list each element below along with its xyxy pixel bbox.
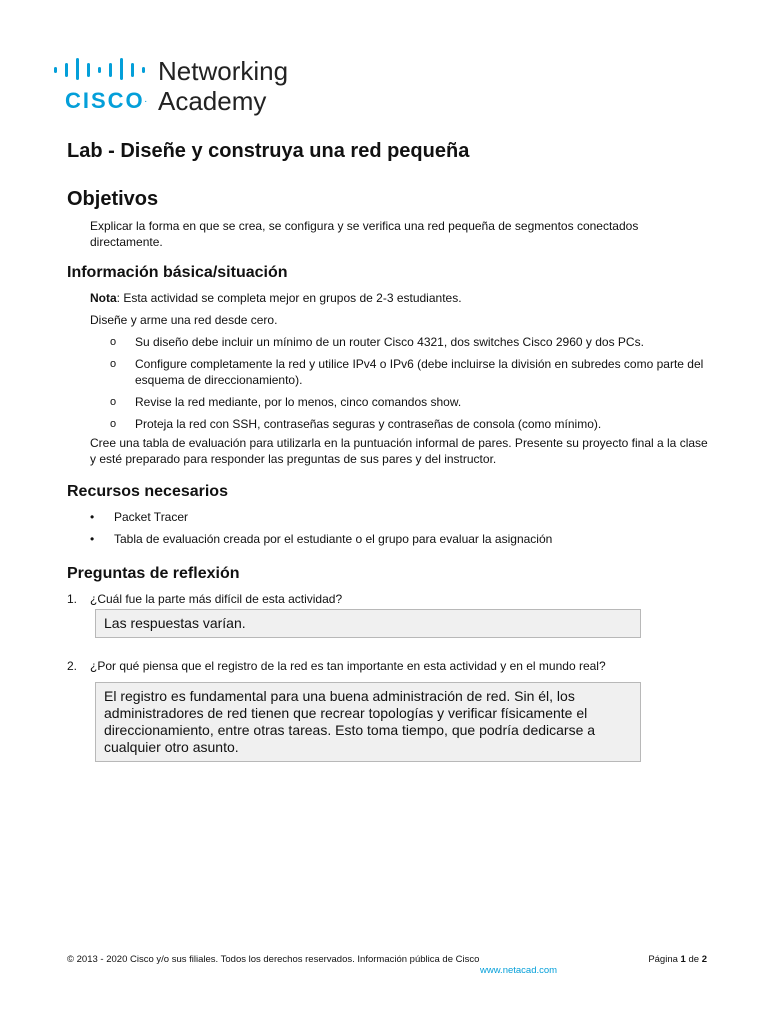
question-text: ¿Cuál fue la parte más difícil de esta actividad?	[90, 592, 343, 606]
question-number: 2.	[67, 659, 78, 673]
cisco-wordmark: CISCO.	[65, 88, 147, 113]
document-title: Lab - Diseñe y construya una red pequeña	[67, 140, 470, 162]
list-item: o Revise la red mediante, por lo menos, cinco comandos show.	[110, 395, 462, 409]
list-item: o Proteja la red con SSH, contraseñas seguras y contraseñas de consola (como mínimo).	[110, 417, 602, 431]
page-number: Página 1 de 2	[648, 954, 707, 965]
answer-box-1: Las respuestas varían.	[95, 609, 641, 638]
background-intro: Diseñe y arme una red desde cero.	[90, 313, 278, 327]
bullet-marker: •	[90, 510, 95, 524]
resources-heading: Recursos necesarios	[67, 483, 228, 500]
cisco-bars-icon	[52, 58, 152, 80]
bullet-marker: •	[90, 532, 95, 546]
list-marker: o	[110, 418, 117, 430]
note-text: : Esta actividad se completa mejor en grupos de 2-3 estudiantes.	[116, 291, 462, 305]
answer-box-2: El registro es fundamental para una buena administración de red. Sin él, los administradores de red tienen que recrear topologías y verificar físicamente el direccionamiento, entre otras tareas. Esto toma tiempo, que podría dedicarse a cualquier otro asunto.	[95, 682, 641, 762]
list-item: • Packet Tracer	[90, 510, 189, 524]
list-marker: o	[110, 336, 117, 348]
objectives-text: Explicar la forma en que se crea, se configura y se verifica una red pequeña de segmentos conectados directamente.	[90, 219, 639, 249]
brand-academy: Academy	[158, 86, 267, 116]
question-number: 1.	[67, 592, 78, 606]
note-paragraph	[90, 290, 710, 306]
objectives-heading: Objetivos	[67, 188, 159, 210]
requirements-list	[110, 334, 710, 438]
list-item: • Tabla de evaluación creada por el estudiante o el grupo para evaluar la asignación	[90, 532, 553, 546]
background-heading: Información básica/situación	[67, 264, 288, 281]
question-text: ¿Por qué piensa que el registro de la red es tan importante en esta actividad y en el mundo real?	[90, 659, 606, 673]
note-label: Nota	[90, 291, 117, 305]
copyright-text: © 2013 - 2020 Cisco y/o sus filiales. Todos los derechos reservados. Información pública de Cisco	[67, 954, 480, 965]
reflection-heading: Preguntas de reflexión	[67, 565, 240, 582]
brand-networking: Networking	[158, 56, 289, 86]
background-closing: Cree una tabla de evaluación para utilizarla en la puntuación informal de pares. Presente su proyecto final a la clase y esté preparado para responder las preguntas de sus pares y del instructor.	[90, 436, 708, 466]
list-marker: o	[110, 396, 117, 408]
list-item: o Su diseño debe incluir un mínimo de un router Cisco 4321, dos switches Cisco 2960 y dos PCs.	[110, 335, 644, 349]
resources-list	[90, 509, 710, 553]
list-item: o Configure completamente la red y utilice IPv4 o IPv6 (debe incluirse la división en subredes como parte del esquema de direccionamiento).	[110, 357, 704, 387]
netacad-link[interactable]: www.netacad.com	[480, 965, 558, 976]
list-marker: o	[110, 358, 117, 370]
cisco-networking-academy-logo	[52, 58, 312, 118]
